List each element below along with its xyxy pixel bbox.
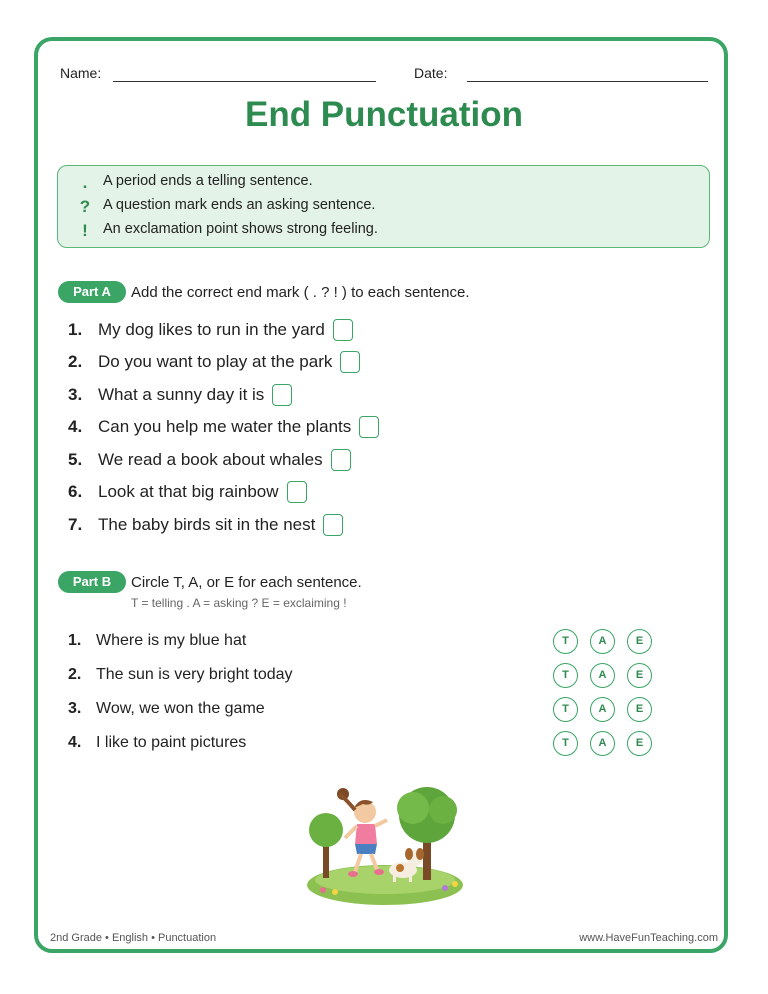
item-number: 1. bbox=[68, 320, 83, 339]
exclamation-mark: ! bbox=[82, 221, 88, 240]
option-t[interactable]: T bbox=[553, 663, 578, 688]
sentence-text: The sun is very bright today bbox=[96, 666, 293, 683]
item-number: 3. bbox=[68, 385, 83, 404]
rule-text: A period ends a telling sentence. bbox=[103, 173, 313, 189]
website-link[interactable]: www.HaveFunTeaching.com bbox=[579, 932, 718, 944]
part-a-badge: Part A bbox=[58, 281, 126, 303]
sentence-text: Where is my blue hat bbox=[96, 632, 247, 649]
option-a[interactable]: A bbox=[590, 629, 615, 654]
sentence-text: Do you want to play at the park bbox=[98, 352, 333, 371]
rule-text: An exclamation point shows strong feeling. bbox=[103, 221, 378, 237]
list-item bbox=[68, 514, 343, 536]
item-number: 1. bbox=[68, 632, 82, 649]
item-number: 4. bbox=[68, 734, 82, 751]
answer-box[interactable] bbox=[340, 351, 360, 373]
option-a[interactable]: A bbox=[590, 663, 615, 688]
answer-box[interactable] bbox=[272, 384, 292, 406]
sentence-text: We read a book about whales bbox=[98, 450, 323, 469]
item-number: 6. bbox=[68, 482, 83, 501]
sentence-text: My dog likes to run in the yard bbox=[98, 320, 325, 339]
sentence-text: What a sunny day it is bbox=[98, 385, 265, 404]
option-group bbox=[553, 731, 652, 756]
part-b-badge: Part B bbox=[58, 571, 126, 593]
option-a[interactable]: A bbox=[590, 731, 615, 756]
answer-box[interactable] bbox=[331, 449, 351, 471]
list-item bbox=[68, 700, 265, 718]
list-item bbox=[68, 416, 379, 438]
question-mark: ? bbox=[79, 197, 91, 216]
option-e[interactable]: E bbox=[627, 663, 652, 688]
option-group bbox=[553, 629, 652, 654]
option-group bbox=[553, 663, 652, 688]
sentence-text: I like to paint pictures bbox=[96, 734, 247, 751]
item-number: 3. bbox=[68, 700, 82, 717]
option-t[interactable]: T bbox=[553, 697, 578, 722]
list-item bbox=[68, 319, 353, 341]
rule-text: A question mark ends an asking sentence. bbox=[103, 197, 376, 213]
answer-box[interactable] bbox=[359, 416, 379, 438]
sentence-text: Can you help me water the plants bbox=[98, 417, 352, 436]
rules-panel bbox=[57, 165, 710, 248]
sentence-text: Look at that big rainbow bbox=[98, 482, 279, 501]
name-field[interactable] bbox=[113, 81, 376, 82]
grade-subject-tags: 2nd Grade • English • Punctuation bbox=[50, 932, 217, 944]
list-item bbox=[68, 384, 292, 406]
item-number: 2. bbox=[68, 666, 82, 683]
option-e[interactable]: E bbox=[627, 697, 652, 722]
list-item bbox=[68, 351, 360, 373]
list-item bbox=[68, 632, 246, 650]
option-t[interactable]: T bbox=[553, 629, 578, 654]
sentence-text: The baby birds sit in the nest bbox=[98, 515, 316, 534]
item-number: 2. bbox=[68, 352, 83, 371]
item-number: 5. bbox=[68, 450, 83, 469]
part-a-instruction: Add the correct end mark ( . ? ! ) to each sentence. bbox=[131, 284, 470, 301]
option-e[interactable]: E bbox=[627, 629, 652, 654]
girl-and-dog-illustration bbox=[305, 780, 465, 905]
list-item bbox=[68, 481, 307, 503]
list-item bbox=[68, 449, 351, 471]
answer-box[interactable] bbox=[323, 514, 343, 536]
page-title: End Punctuation bbox=[244, 95, 524, 134]
part-b-key: T = telling . A = asking ? E = exclaiming ! bbox=[131, 596, 347, 610]
item-number: 7. bbox=[68, 515, 83, 534]
item-number: 4. bbox=[68, 417, 83, 436]
list-item bbox=[68, 734, 246, 752]
date-field[interactable] bbox=[467, 81, 708, 82]
name-label: Name: bbox=[60, 65, 102, 81]
option-group bbox=[553, 697, 652, 722]
date-label: Date: bbox=[414, 65, 448, 81]
sentence-text: Wow, we won the game bbox=[96, 700, 265, 717]
list-item bbox=[68, 666, 293, 684]
answer-box[interactable] bbox=[287, 481, 307, 503]
option-a[interactable]: A bbox=[590, 697, 615, 722]
option-e[interactable]: E bbox=[627, 731, 652, 756]
option-t[interactable]: T bbox=[553, 731, 578, 756]
part-b-instruction: Circle T, A, or E for each sentence. bbox=[131, 574, 362, 591]
answer-box[interactable] bbox=[333, 319, 353, 341]
period-mark: . bbox=[82, 173, 88, 192]
